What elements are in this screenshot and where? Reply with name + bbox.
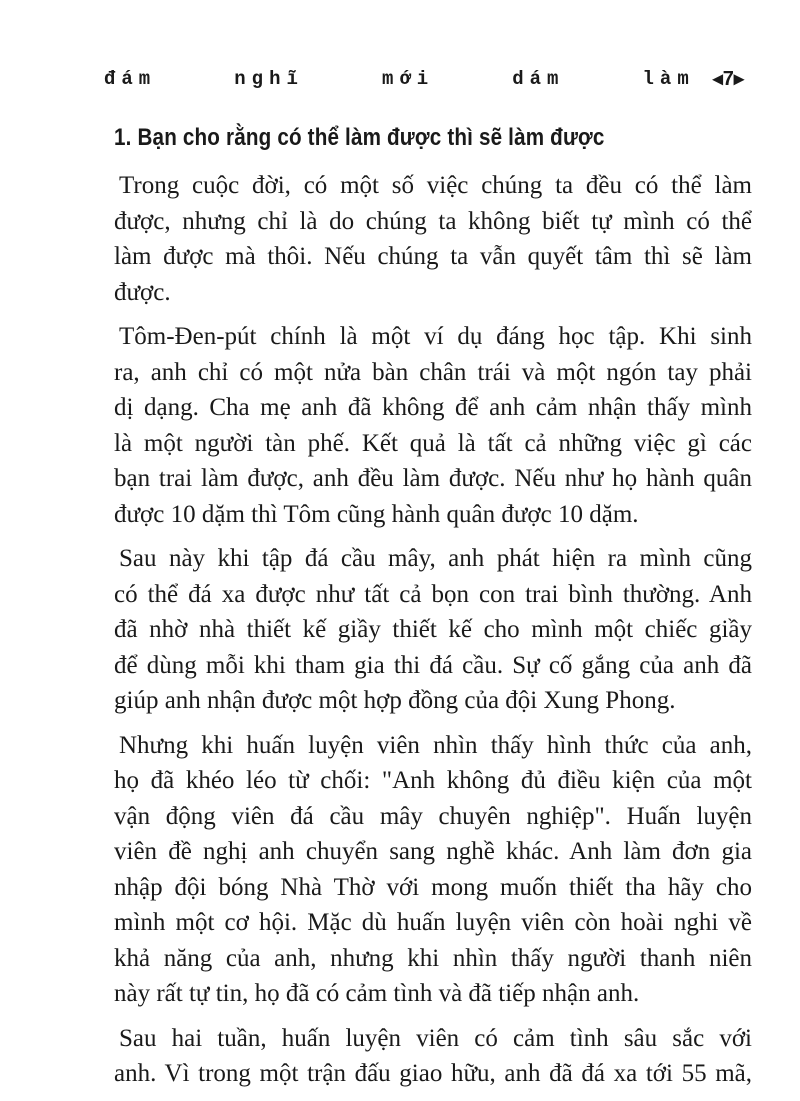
- text-line: họ đã khéo léo từ chối: "Anh không đủ điều kiện của một: [114, 767, 752, 794]
- text-line: được 10 dặm thì Tôm cũng hành quân được 10 dặm.: [114, 500, 639, 528]
- text-line: Trong cuộc đời, có một số việc chúng ta đều có thể làm: [119, 172, 752, 199]
- paragraph: [114, 168, 752, 310]
- text-line: Sau này khi tập đá cầu mây, anh phát hiện ra mình cũng: [119, 545, 752, 572]
- paragraph: [114, 728, 752, 1012]
- text-line: viên đề nghị anh chuyển sang nghề khác. Anh làm đơn gia: [114, 838, 752, 865]
- text-line: được.: [114, 278, 171, 306]
- text-line: dị dạng. Cha mẹ anh đã không để anh cảm nhận thấy mình: [114, 394, 752, 421]
- running-title-word: làm: [642, 67, 695, 90]
- running-title-word: đám: [104, 67, 157, 90]
- section-title: 1. Bạn cho rằng có thể làm được thì sẽ làm được: [114, 124, 605, 151]
- body-text: [114, 168, 752, 1101]
- text-line: được, nhưng chỉ là do chúng ta không biết tự mình có thể: [114, 207, 752, 235]
- text-line: Tôm-Đen-pút chính là một ví dụ đáng học tập. Khi sinh: [119, 323, 752, 350]
- text-line: đã nhờ nhà thiết kế giầy thiết kế cho mình một chiếc giầy: [114, 616, 752, 643]
- text-line: anh. Vì trong một trận đấu giao hữu, anh đã đá xa tới 55 mã,: [114, 1060, 752, 1087]
- text-line: ra, anh chỉ có một nửa bàn chân trái và một ngón tay phải: [114, 358, 752, 386]
- running-title-word: mới: [381, 67, 435, 90]
- text-line: là một người tàn phế. Kết quả là tất cả những việc gì các: [114, 429, 752, 457]
- text-line: giúp anh nhận được một hợp đồng của đội Xung Phong.: [114, 687, 676, 714]
- page-number: ◂7▸: [712, 68, 744, 90]
- text-line: khả năng của anh, nhưng khi nhìn thấy người thanh niên: [114, 944, 752, 972]
- text-line: này rất tự tin, họ đã có cảm tình và đã tiếp nhận anh.: [114, 980, 640, 1007]
- paragraph: [114, 319, 752, 532]
- paragraph: [114, 541, 752, 719]
- running-title-word: dám: [512, 67, 565, 90]
- paragraph: [114, 1021, 752, 1092]
- right-triangle-icon: ▸: [733, 68, 744, 90]
- text-line: mình một cơ hội. Mặc dù huấn luyện viên còn hoài nghi về: [114, 909, 752, 936]
- text-line: bạn trai làm được, anh đều làm được. Nếu như họ hành quân: [114, 465, 752, 492]
- text-line: có thể đá xa được như tất cả bọn con trai bình thường. Anh: [114, 580, 752, 608]
- left-triangle-icon: ◂: [712, 68, 723, 90]
- running-header: [104, 66, 744, 91]
- text-line: làm được mà thôi. Nếu chúng ta vẫn quyết tâm thì sẽ làm: [114, 243, 752, 270]
- text-line: để dùng mỗi khi tham gia thi đá cầu. Sự cố gắng của anh đã: [114, 651, 752, 679]
- text-line: Nhưng khi huấn luyện viên nhìn thấy hình thức của anh,: [119, 731, 752, 759]
- text-line: Sau hai tuần, huấn luyện viên có cảm tình sâu sắc với: [119, 1024, 752, 1052]
- running-title-word: nghĩ: [234, 67, 304, 90]
- text-line: nhập đội bóng Nhà Thờ với mong muốn thiết tha hãy cho: [114, 873, 752, 901]
- text-line: vận động viên đá cầu mây chuyên nghiệp". Huấn luyện: [114, 802, 752, 830]
